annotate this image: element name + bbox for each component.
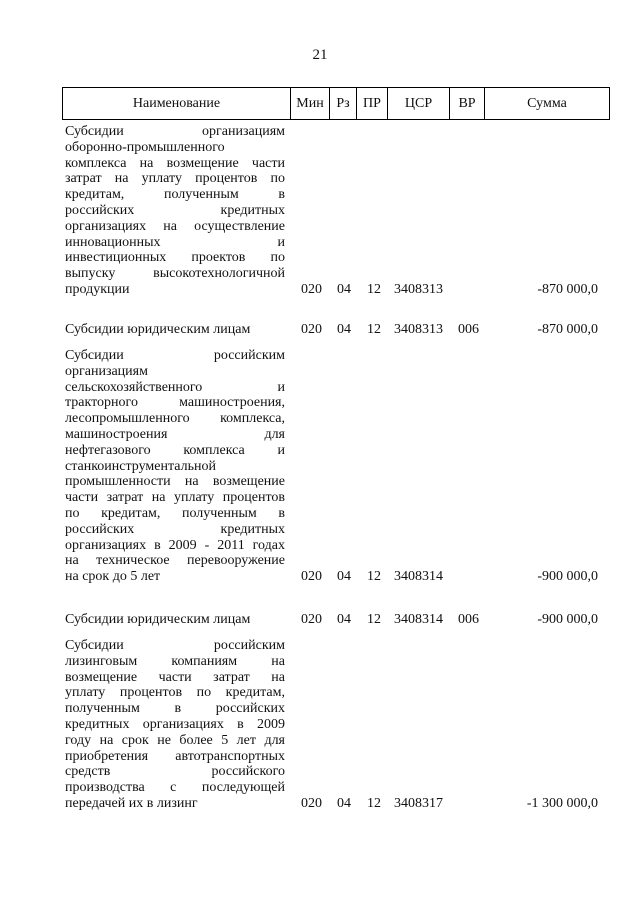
cell-sum: -900 000,0 [537,569,598,585]
row-name-line: тракторного машиностроения, [65,395,285,411]
row-name-line: нефтегазового комплекса и [65,442,285,458]
row-name-line: на техническое перевооружение [65,553,285,569]
row-name-line: сельскохозяйственного и [65,379,285,395]
row-name [65,612,285,628]
cell-min: 020 [301,796,322,811]
row-name-line: лизинговым компаниям на [65,653,285,669]
cell-csr: 3408313 [394,322,443,337]
header-vr: ВР [450,88,485,119]
row-name-line: Субсидии юридическим лицам [65,612,251,627]
row-name [65,638,285,812]
row-name-line: продукции [65,281,130,297]
row-name-line: кредитных организациях в 2009 [65,716,285,732]
cell-min: 020 [301,322,322,337]
cell-csr: 3408314 [394,569,443,585]
row-name-line: части затрат на уплату процентов [65,490,285,506]
row-name-line: машиностроения для [65,426,285,442]
row-name-line: станкоинструментальной [65,458,216,474]
cell-pr: 12 [367,796,381,811]
header-rz: Рз [330,88,357,119]
cell-pr: 12 [367,569,381,585]
cell-sum: -870 000,0 [537,322,598,337]
cell-pr: 12 [367,282,381,297]
page-number: 21 [312,47,328,63]
cell-vr: 006 [458,322,479,337]
cell-min: 020 [301,569,322,585]
row-name-line: оборонно-промышленного [65,139,225,155]
row-name [65,348,285,585]
header-name: Наименование [63,88,291,119]
row-name-line: Субсидии юридическим лицам [65,322,251,337]
cell-csr: 3408314 [394,612,443,627]
cell-sum: -1 300 000,0 [526,796,598,811]
cell-rz: 04 [337,322,351,337]
row-name-line: выпуску высокотехнологичной [65,266,285,282]
row-name-line: российских кредитных [65,202,285,218]
header-csr: ЦСР [388,88,450,119]
cell-min: 020 [301,612,322,627]
row-name-line: Субсидии российским [65,348,285,363]
cell-pr: 12 [367,322,381,337]
row-name-line: уплату процентов по кредитам, [65,685,285,701]
row-name-line: Субсидии российским [65,638,285,653]
cell-rz: 04 [337,282,351,297]
row-name-line: организациям [65,363,148,379]
table-header [62,87,610,120]
row-name-line: промышленности на возмещение [65,474,285,490]
header-pr: ПР [357,88,388,119]
cell-sum: -870 000,0 [537,282,598,297]
cell-pr: 12 [367,612,381,627]
row-name-line: году на срок не более 5 лет для [65,732,285,748]
row-name-line: возмещение части затрат на [65,669,285,685]
row-name-line: Субсидии организациям [65,124,285,139]
header-sum: Сумма [527,95,567,111]
row-name-line: инновационных и [65,234,285,250]
cell-min: 020 [301,282,322,297]
row-name-line: организациях в 2009 - 2011 годах [65,537,285,553]
row-name-line: затрат на уплату процентов по [65,171,285,187]
row-name-line: приобретения автотранспортных [65,748,285,764]
row-name-line: средств российского [65,764,285,780]
row-name [65,124,285,298]
row-name-line: по кредитам, полученным в [65,505,285,521]
row-name-line: российских кредитных [65,521,285,537]
cell-csr: 3408317 [394,796,443,811]
cell-sum: -900 000,0 [537,612,598,627]
row-name-line: передачей их в лизинг [65,795,198,811]
header-min: Мин [291,88,330,119]
row-name-line: производства с последующей [65,780,285,796]
cell-rz: 04 [337,612,351,627]
row-name-line: комплекса на возмещение части [65,155,285,171]
cell-csr: 3408313 [394,282,443,297]
cell-rz: 04 [337,796,351,811]
cell-rz: 04 [337,569,351,585]
row-name-line: на срок до 5 лет [65,569,161,585]
row-name-line: кредитам, полученным в [65,187,285,203]
row-name-line: лесопромышленного комплекса, [65,411,285,427]
row-name-line: организациях на осуществление [65,218,285,234]
row-name-line: полученным в российских [65,701,285,717]
cell-vr: 006 [458,612,479,627]
row-name-line: инвестиционных проектов по [65,250,285,266]
row-name [65,322,285,338]
